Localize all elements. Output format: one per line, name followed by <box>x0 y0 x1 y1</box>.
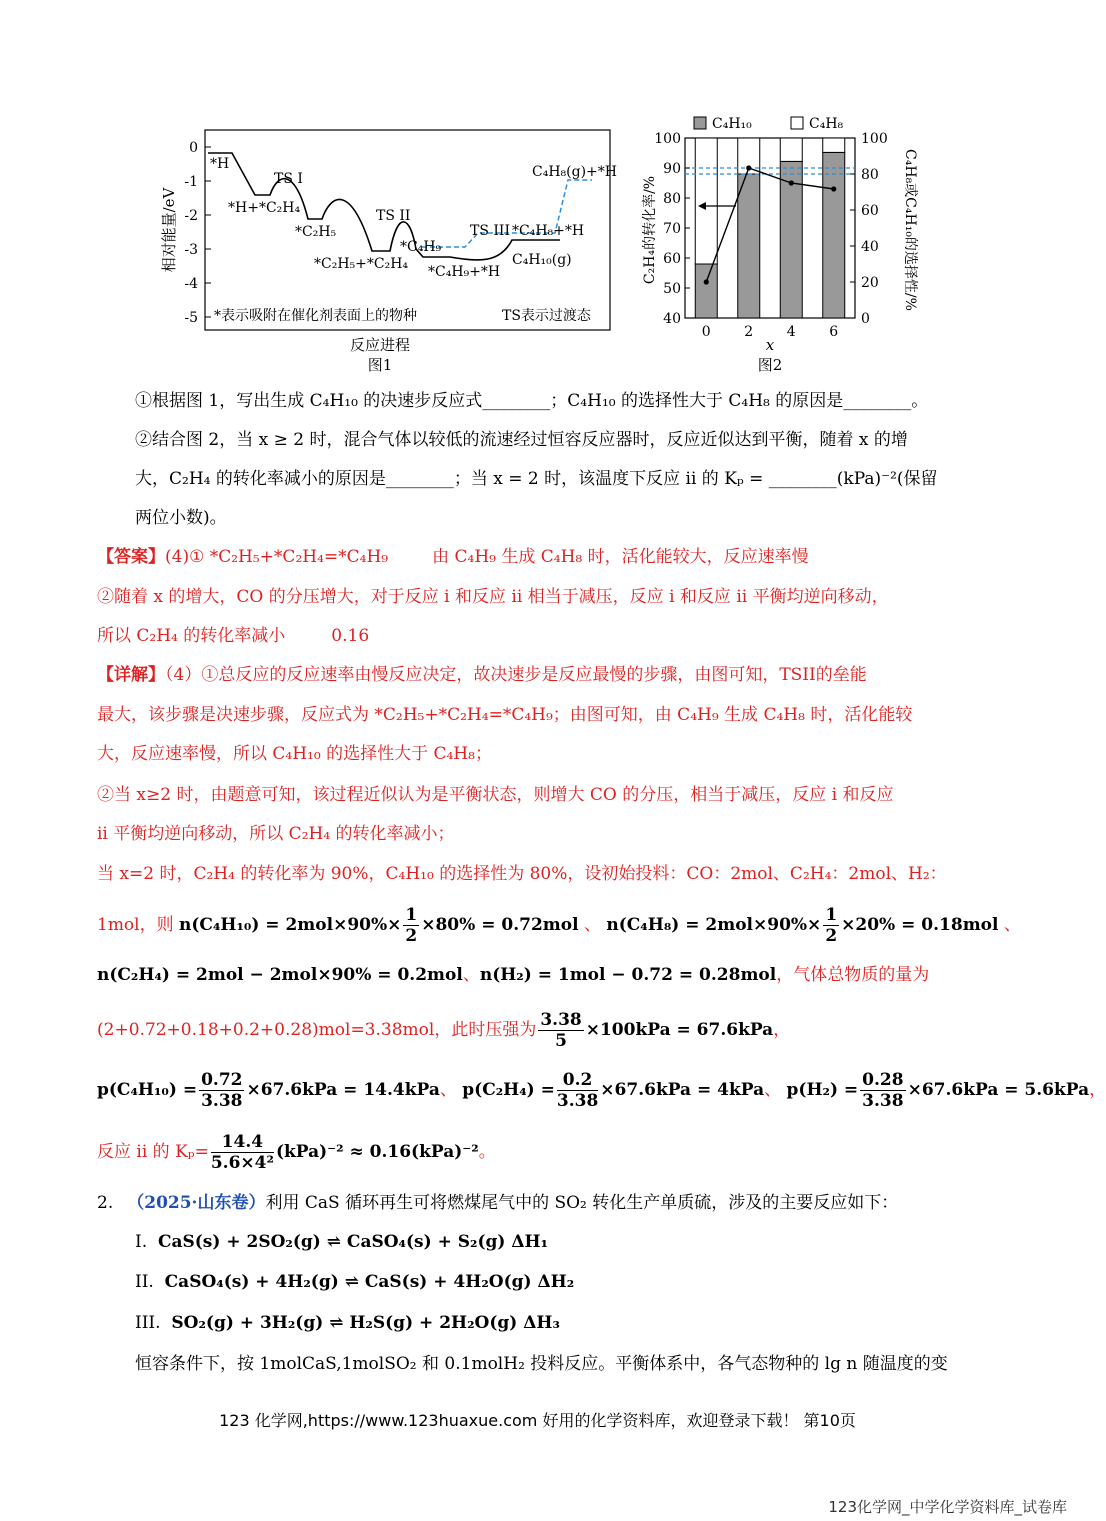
x-tick-label: 6 <box>829 324 839 340</box>
label-h: *H <box>210 156 230 172</box>
question-2-intro: 2. （2025·山东卷）利用 CaS 循环再生可将燃煤尾气中的 SO₂ 转化生产单质硫，涉及的主要反应如下： <box>97 1193 899 1213</box>
y-axis-label: 相对能量/eV <box>160 187 178 273</box>
conversion-point <box>704 279 709 284</box>
y-right-tick-label: 40 <box>861 239 879 255</box>
label-c4h8-h-star: *C₄H₈+*H <box>512 223 585 239</box>
question-part-2-end: 两位小数)。 <box>135 508 227 528</box>
y-ticks <box>184 140 211 326</box>
bar-c4h8 <box>695 138 717 264</box>
calc-line-4: p(C₄H₁₀) = $\frac{0.72}{3.38}$ ×67.6kPa = 14.4kPa、 p(C₂H₄) = $\frac{0.2}{3.38}$ ×67.6kPa = 4kPa、 p(H₂) = $\frac{0.28}{3.38}$ ×67.6kPa = 5.6kPa， <box>97 1070 1106 1111</box>
calc-line-2: n(C₂H₄) = 2mol − 2mol×90% = 0.2mol、n(H₂) = 1mol − 0.72 = 0.28mol，气体总物质的量为 <box>97 965 930 985</box>
page-footer: 123 化学网,https://www.123huaxue.com 好用的化学资料库，欢迎登录下载！ 第10页 <box>219 1411 856 1430</box>
figure-1 <box>160 120 620 375</box>
y-left-tick-label: 80 <box>663 191 681 207</box>
note-left: *表示吸附在催化剂表面上的物种 <box>214 308 417 324</box>
reaction-1: I. CaS(s) + 2SO₂(g) ⇌ CaSO₄(s) + S₂(g) ΔH₁ <box>135 1232 549 1252</box>
y-tick: 0 <box>189 140 198 156</box>
y-left-tick-label: 50 <box>663 281 681 297</box>
figure-2-caption: 图2 <box>757 356 783 374</box>
legend-c4h10: C₄H₁₀ <box>712 116 752 132</box>
detail-line-1: 【详解】（4）①总反应的反应速率由慢反应决定，故决速步是反应最慢的步骤，由图可知，TSII的垒能 <box>97 665 867 685</box>
label-c4h10g: C₄H₁₀(g) <box>512 252 572 268</box>
label-c2h5: *C₂H₅ <box>295 224 337 240</box>
calc-line-3: (2+0.72+0.18+0.2+0.28)mol=3.38mol，此时压强为 $\frac{3.38}{5}$ ×100kPa = 67.6kPa， <box>97 1010 791 1051</box>
y-right-label: C₄H₈或C₄H₁₀的选择性/% <box>902 149 918 311</box>
detail-line-4: ②当 x≥2 时，由题意可知，该过程近似认为是平衡状态，则增大 CO 的分压，相当于减压，反应 i 和反应 <box>97 785 894 805</box>
answer-line-3: 所以 C₂H₄ 的转化率减小 0.16 <box>97 626 370 646</box>
bar-c4h10 <box>823 152 845 318</box>
answer-line-1: 【答案】(4)① *C₂H₅+*C₂H₄=*C₄H₉ 由 C₄H₉ 生成 C₄H₈ 时，活化能较大，反应速率慢 <box>97 547 809 567</box>
conversion-line <box>706 168 834 282</box>
detail-line-5: ii 平衡均逆向移动，所以 C₂H₄ 的转化率减小； <box>97 824 455 844</box>
x-tick-label: 2 <box>744 324 754 340</box>
question-part-1: ①根据图 1，写出生成 C₄H₁₀ 的决速步反应式________；C₄H₁₀ 的选择性大于 C₄H₈ 的原因是________。 <box>135 391 929 411</box>
y-right-tick-label: 20 <box>861 275 879 291</box>
x-tick-label: 0 <box>701 324 711 340</box>
y-left-tick-label: 90 <box>663 161 681 177</box>
bar-c4h10 <box>695 264 717 318</box>
detail-line-3: 大，反应速率慢，所以 C₄H₁₀ 的选择性大于 C₄H₈； <box>97 744 492 764</box>
figure-1-caption: 图1 <box>367 356 393 374</box>
label-ts2: TS II <box>376 208 411 224</box>
y-tick: -1 <box>184 174 198 190</box>
legend-swatch-c4h8 <box>791 117 803 129</box>
label-c2h5-c2h4: *C₂H₅+*C₂H₄ <box>314 256 409 272</box>
note-right: TS表示过渡态 <box>502 308 591 324</box>
bar-c4h8 <box>823 138 845 152</box>
y-left-label: C₂H₄的转化率/% <box>642 175 658 285</box>
y-tick: -3 <box>184 242 198 258</box>
y-left-tick-label: 100 <box>654 131 681 147</box>
question-part-2-cont: 大，C₂H₄ 的转化率减小的原因是________；当 x = 2 时，该温度下反应 ii 的 Kₚ = ________(kPa)⁻²(保留 <box>135 469 938 489</box>
conversion-point <box>789 180 794 185</box>
conversion-point <box>831 186 836 191</box>
y-tick: -5 <box>184 310 198 326</box>
y-right-tick-label: 80 <box>861 167 879 183</box>
y-right-tick-label: 60 <box>861 203 879 219</box>
y-right-tick-label: 0 <box>861 311 870 327</box>
y-left-tick-label: 40 <box>663 311 681 327</box>
x-label: x <box>765 336 775 354</box>
detail-label: 【详解】 <box>97 665 165 685</box>
detail-line-2: 最大，该步骤是决速步骤，反应式为 *C₂H₅+*C₂H₄=*C₄H₉；由图可知，由 C₄H₉ 生成 C₄H₈ 时，活化能较 <box>97 705 913 725</box>
label-ts3: TS III <box>470 223 510 239</box>
y-left-tick-label: 60 <box>663 251 681 267</box>
reaction-2: II. CaSO₄(s) + 4H₂(g) ⇌ CaS(s) + 4H₂O(g) ΔH₂ <box>135 1272 575 1292</box>
question-2-conditions: 恒容条件下，按 1molCaS,1molSO₂ 和 0.1molH₂ 投料反应。平衡体系中，各气态物种的 lg n 随温度的变 <box>135 1354 948 1374</box>
label-c4h8g-h: C₄H₈(g)+*H <box>532 164 617 180</box>
label-c4h9-h: *C₄H₉+*H <box>428 264 501 280</box>
reaction-3: III. SO₂(g) + 3H₂(g) ⇌ H₂S(g) + 2H₂O(g) ΔH₃ <box>135 1313 560 1333</box>
answer-line-2: ②随着 x 的增大，CO 的分压增大，对于反应 i 和反应 ii 相当于减压，反应 i 和反应 ii 平衡均逆向移动， <box>97 587 889 607</box>
energy-profile-diagram <box>160 120 620 375</box>
conversion-selectivity-chart <box>636 110 926 378</box>
bar-c4h10 <box>738 174 760 318</box>
y-tick: -2 <box>184 208 198 224</box>
label-c4h9: *C₄H₉ <box>400 239 442 255</box>
legend-swatch-c4h10 <box>694 117 706 129</box>
y-left-tick-label: 70 <box>663 221 681 237</box>
y-right-tick-label: 100 <box>861 131 888 147</box>
figure-2 <box>636 110 926 378</box>
answer-label: 【答案】 <box>97 547 165 567</box>
legend-c4h8: C₄H₈ <box>809 116 844 132</box>
label-ts1: TS I <box>274 171 303 187</box>
bar-c4h8 <box>780 138 802 161</box>
detail-line-6: 当 x=2 时，C₂H₄ 的转化率为 90%，C₄H₁₀ 的选择性为 80%，设初始投料：CO：2mol、C₂H₄：2mol、H₂： <box>97 864 947 884</box>
calc-line-1: 1mol，则 n(C₄H₁₀) = 2mol×90%× $\frac{1}{2}$ ×80% = 0.72mol 、 n(C₄H₈) = 2mol×90%× $\frac{1}{2}$ ×20% = 0.18mol 、 <box>97 905 1021 946</box>
x-axis-label: 反应进程 <box>349 336 411 354</box>
question-part-2: ②结合图 2，当 x ≥ 2 时，混合气体以较低的流速经过恒容反应器时，反应近似达到平衡，随着 x 的增 <box>135 430 908 450</box>
watermark: 123化学网_中学化学资料库_试卷库 <box>828 1498 1067 1516</box>
y-tick: -4 <box>184 276 198 292</box>
calc-line-kp: 反应 ii 的 Kₚ= $\frac{14.4}{\text{5.6×4²}}$ (kPa)⁻² ≈ 0.16(kPa)⁻²。 <box>97 1132 496 1173</box>
conversion-point <box>746 165 751 170</box>
label-h-c2h4: *H+*C₂H₄ <box>228 200 301 216</box>
x-tick-label: 4 <box>786 324 796 340</box>
